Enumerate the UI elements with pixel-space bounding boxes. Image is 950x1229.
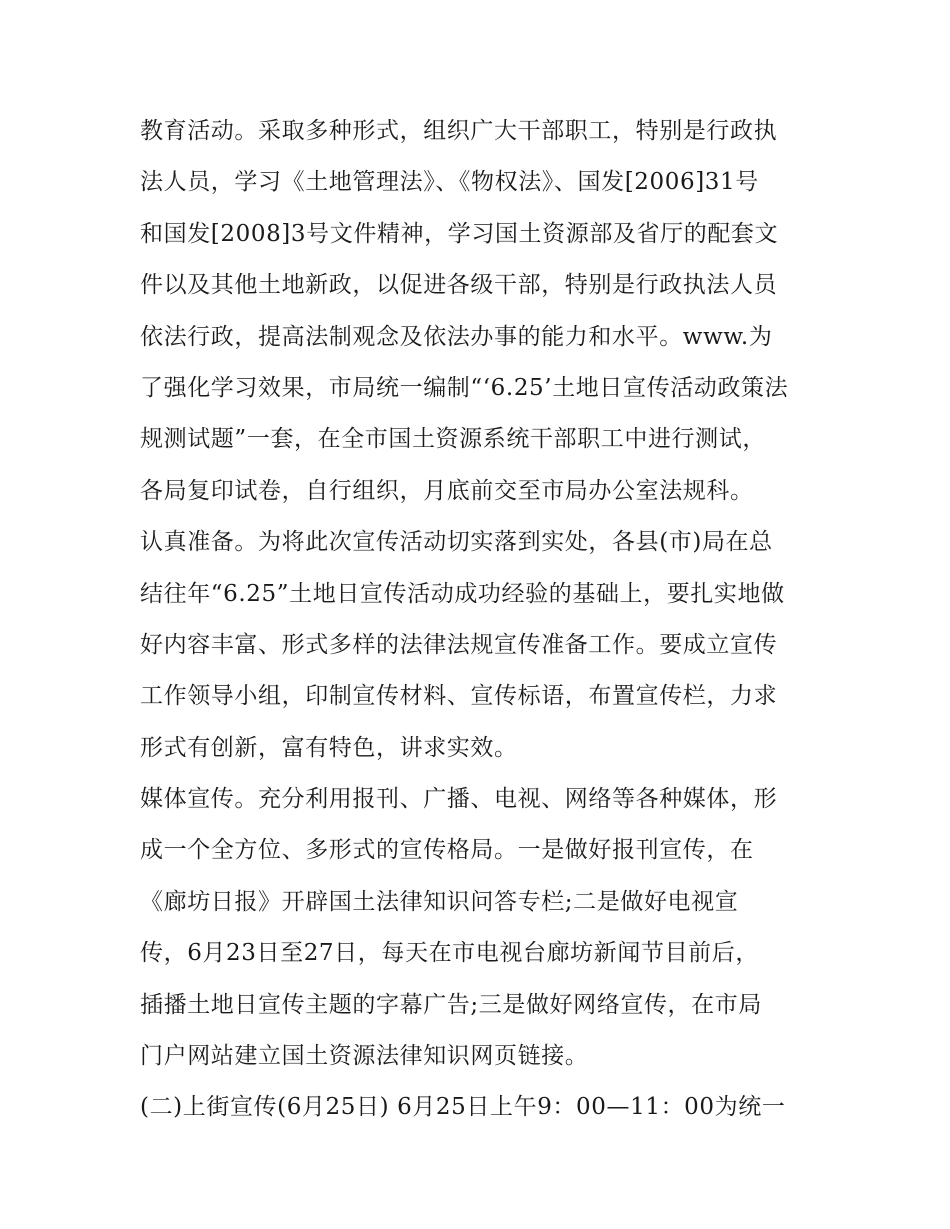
text-line: 教育活动。采取多种形式，组织广大干部职工，特别是行政执 bbox=[140, 118, 778, 144]
text-line: 各局复印试卷，自行组织，月底前交至市局办公室法规科。 bbox=[140, 477, 754, 504]
text-line: 形式有创新，富有特色，讲求实效。 bbox=[140, 734, 518, 761]
text-line: 规测试题”一套，在全市国土资源系统干部职工中进行测试， bbox=[140, 426, 766, 453]
text-line: 媒体宣传。充分利用报刊、广播、电视、网络等各种媒体，形 bbox=[140, 786, 778, 813]
text-line: 成一个全方位、多形式的宣传格局。一是做好报刊宣传，在 bbox=[140, 837, 754, 864]
text-line: 了强化学习效果，市局统一编制“‘6.25’土地日宣传活动政策法 bbox=[140, 374, 789, 401]
document-body bbox=[140, 106, 812, 1134]
text-line: 结往年“6.25”土地日宣传活动成功经验的基础上，要扎实地做 bbox=[140, 580, 785, 607]
text-line: (二)上街宣传(6月25日) 6月25日上午9：00—11：00为统一 bbox=[140, 1094, 786, 1121]
text-line: 门户网站建立国土资源法律知识网页链接。 bbox=[140, 1043, 589, 1070]
text-line: 传，6月23日至27日，每天在市电视台廊坊新闻节目前后， bbox=[140, 940, 759, 967]
text-line: 认真准备。为将此次宣传活动切实落到实处，各县(市)局在总 bbox=[140, 529, 773, 556]
text-line: 好内容丰富、形式多样的法律法规宣传准备工作。要成立宣传 bbox=[140, 631, 778, 658]
text-line: 件以及其他土地新政，以促进各级干部，特别是行政执法人员 bbox=[140, 272, 778, 299]
text-line: 工作领导小组，印制宣传材料、宣传标语，布置宣传栏，力求 bbox=[140, 683, 778, 710]
text-line: 插播土地日宣传主题的字幕广告;三是做好网络宣传，在市局 bbox=[140, 991, 762, 1018]
text-line: 法人员，学习《土地管理法》、《物权法》、国发[2006]31号 bbox=[140, 169, 759, 196]
text-line: 和国发[2008]3号文件精神，学习国土资源部及省厅的配套文 bbox=[140, 220, 779, 247]
text-line: 依法行政，提高法制观念及依法办事的能力和水平。www.为 bbox=[140, 323, 773, 350]
text-line: 《廊坊日报》开辟国土法律知识问答专栏;二是做好电视宣 bbox=[140, 888, 739, 915]
